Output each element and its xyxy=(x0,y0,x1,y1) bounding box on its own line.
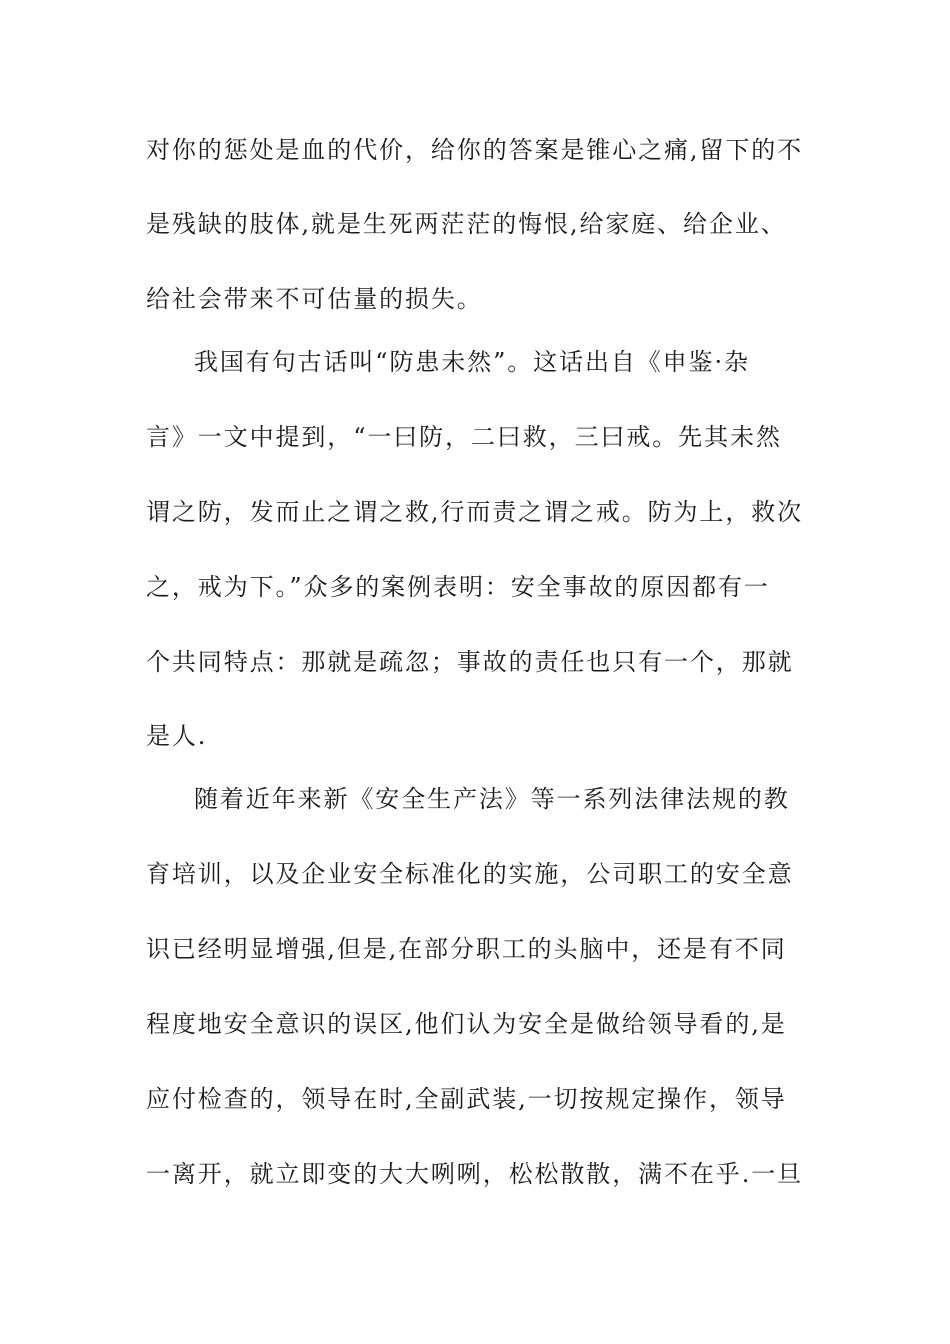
text-line: 言》一文中提到，“一曰防，二曰救，三曰戒。先其未然 xyxy=(146,423,782,451)
text-line: 是残缺的肢体,就是生死两茫茫的悔恨,给家庭、给企业、 xyxy=(146,210,787,238)
text-line: 给社会带来不可估量的损失。 xyxy=(146,285,483,313)
text-line: 谓之防，发而止之谓之救,行而责之谓之戒。防为上，救次 xyxy=(146,498,804,526)
text-line: 我国有句古话叫“防患未然”。这话出自《申鉴·杂 xyxy=(194,348,750,376)
text-line: 程度地安全意识的误区,他们认为安全是做给领导看的,是 xyxy=(146,1010,787,1038)
text-line: 是人. xyxy=(146,722,208,750)
text-line: 一离开，就立即变的大大咧咧，松松散散，满不在乎.一旦 xyxy=(146,1160,804,1188)
text-line: 个共同特点：那就是疏忽；事故的责任也只有一个，那就 xyxy=(146,648,794,676)
text-line: 对你的惩处是血的代价，给你的答案是锥心之痛,留下的不 xyxy=(146,136,804,164)
text-line: 育培训，以及企业安全标准化的实施，公司职工的安全意 xyxy=(146,860,794,888)
text-line: 之，戒为下。”众多的案例表明：安全事故的原因都有一 xyxy=(146,573,770,601)
text-line: 识已经明显增强,但是,在部分职工的头脑中，还是有不同 xyxy=(146,935,787,963)
text-line: 应付检查的，领导在时,全副武装,一切按规定操作，领导 xyxy=(146,1085,787,1113)
text-line: 随着近年来新《安全生产法》等一系列法律法规的教 xyxy=(194,785,790,813)
